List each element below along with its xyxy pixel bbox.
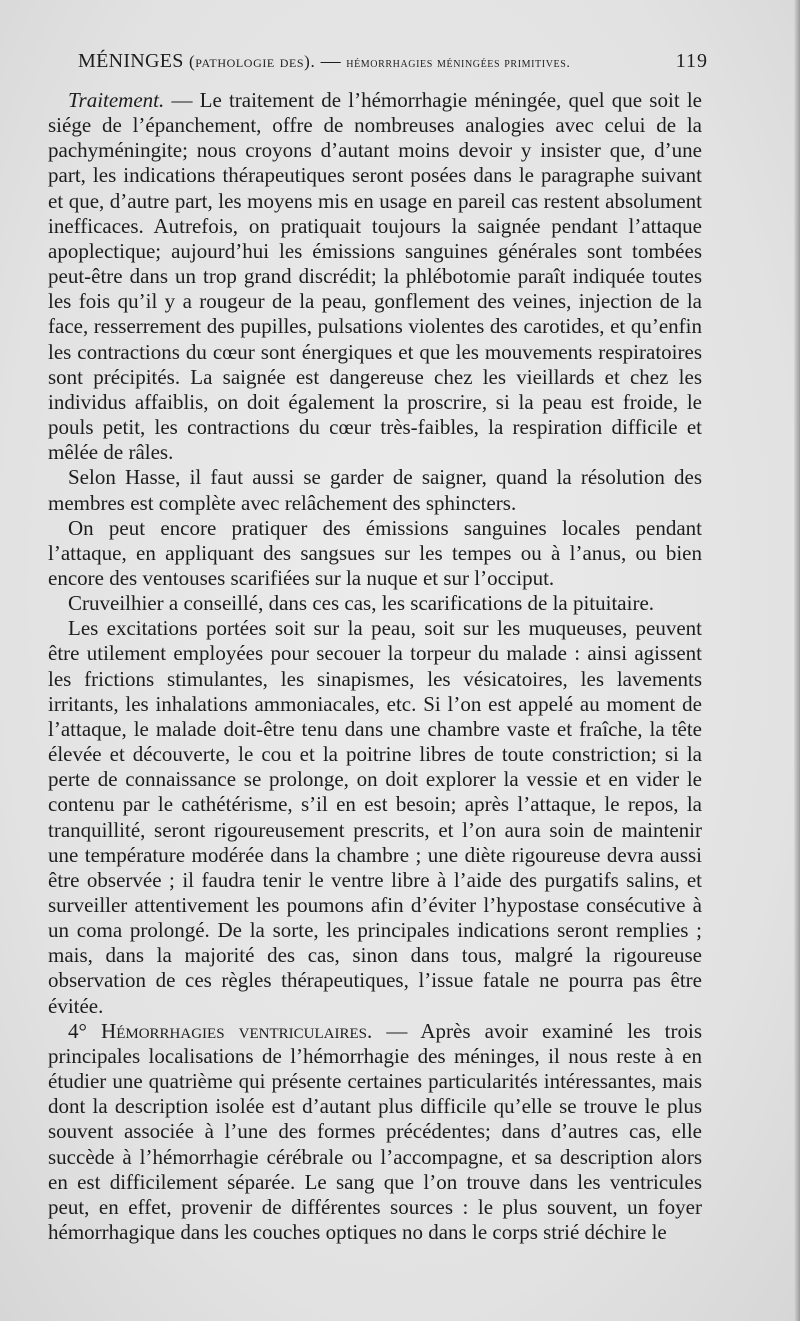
header-section: hémorrhagies méningées primitives. [346,56,571,71]
paragraph-body: — Après avoir examiné les trois principales localisations de l’hémorrhagie des méninges, il nous reste à en étudier une quatrième qui présente certaines particularités intéressantes, mais dont la description isolée est d’autant plus difficile qu’elle se trouve le plus souvent associée à l’une des formes précédentes; dans d’autres cas, elle succède à l’hémorrhagie cérébrale ou l’accompagne, et sa description alors en est difficilement séparée. Le sang que l’on trouve dans les ventricules peut, en effet, provenir de différentes sources : le plus souvent, un foyer hémorrhagique dans les couches optiques no dans le corps strié déchire le [48,1018,703,1245]
running-title [78,48,571,77]
paragraph-body: — Le traitement de l’hémorrhagie méningée, quel que soit le siége de l’épanchement, offre de nombreuses analogies avec celui de la pachyméningite; nous croyons d’autant moins devoir y insister que, d’une part, les indications thérapeutiques seront posées dans le paragraphe suivant et que, d’autre part, les moyens mis en usage en pareil cas restent absolument inefficaces. Autrefois, on pratiquait toujours la saignée pendant l’attaque apoplectique; aujourd’hui les émissions sanguines générales sont tombées peut-être dans un trop grand discrédit; la phlébotomie paraît indiquée toutes les fois qu’il y a rougeur de la peau, gonflement des veines, injection de la face, resserrement des pupilles, pulsations violentes des carotides, et qu’enfin les contractions du cœur sont énergiques et que les mouvements respiratoires sont précipités. La saignée est dangereuse chez les vieillards et chez les individus affaiblis, on doit également la proscrire, si la peau est froide, le pouls petit, les contractions du cœur très-faibles, la respiration difficile et mêlée de râles. [48,88,702,465]
paragraph-hemorrhagies-ventriculaires [48,1019,702,1245]
paragraph-cruveilhier: Cruveilhier a conseillé, dans ces cas, les scarifications de la pituitaire. [68,591,655,616]
paragraph-hasse: Selon Hasse, il faut aussi se garder de saigner, quand la résolution des membres est complète avec relâchement des sphincters. [48,465,702,515]
header-dash: — [320,50,341,72]
header-title: MÉNINGES [78,50,184,72]
body-text [48,88,702,1245]
header-subtitle: (pathologie des). [189,52,316,71]
paragraph-excitations: Les excitations portées soit sur la peau, soit sur les muqueuses, peuvent être utilement employées pour secouer la torpeur du malade : ainsi agissent les frictions stimulantes, les sinapismes, les vésicatoires, les lavements irritants, les inhalations ammoniacales, etc. Si l’on est appelé au moment de l’attaque, le malade doit-être tenu dans une chambre vaste et fraîche, la tête élevée et découverte, le cou et la poitrine libres de toute constriction; si la perte de connaissance se prolonge, on doit explorer la vessie et en vider le contenu par le cathétérisme, s’il en est besoin; après l’attaque, le repos, la tranquillité, seront rigoureusement prescrits, et l’on aura soin de maintenir une température modérée dans la chambre ; une diète rigoureuse devra aussi être observée ; il faudra tenir le ventre libre à l’aide des purgatifs salins, et surveiller attentivement les poumons afin d’éviter l’hypostase consécutive à un coma prolongé. De la sorte, les principales indications seront remplies ; mais, dans la majorité des cas, sinon dans tous, malgré la rigoureuse observation de ces règles thérapeutiques, l’issue fatale ne pourra pas être évitée. [48,616,702,1018]
page-number: 119 [675,50,708,72]
paragraph-traitement [48,88,702,465]
paragraph-lead-ventriculaires: 4° Hémorrhagies ventriculaires. [68,1018,373,1043]
page-edge [794,0,800,1321]
paragraph-lead-traitement: Traitement. [68,88,165,112]
running-header [78,48,708,77]
paragraph-emissions-locales: On peut encore pratiquer des émissions sanguines locales pendant l’attaque, en appliquant des sangsues sur les tempes ou à l’anus, ou bien encore des ventouses scarifiées sur la nuque et sur l’occiput. [48,515,702,590]
